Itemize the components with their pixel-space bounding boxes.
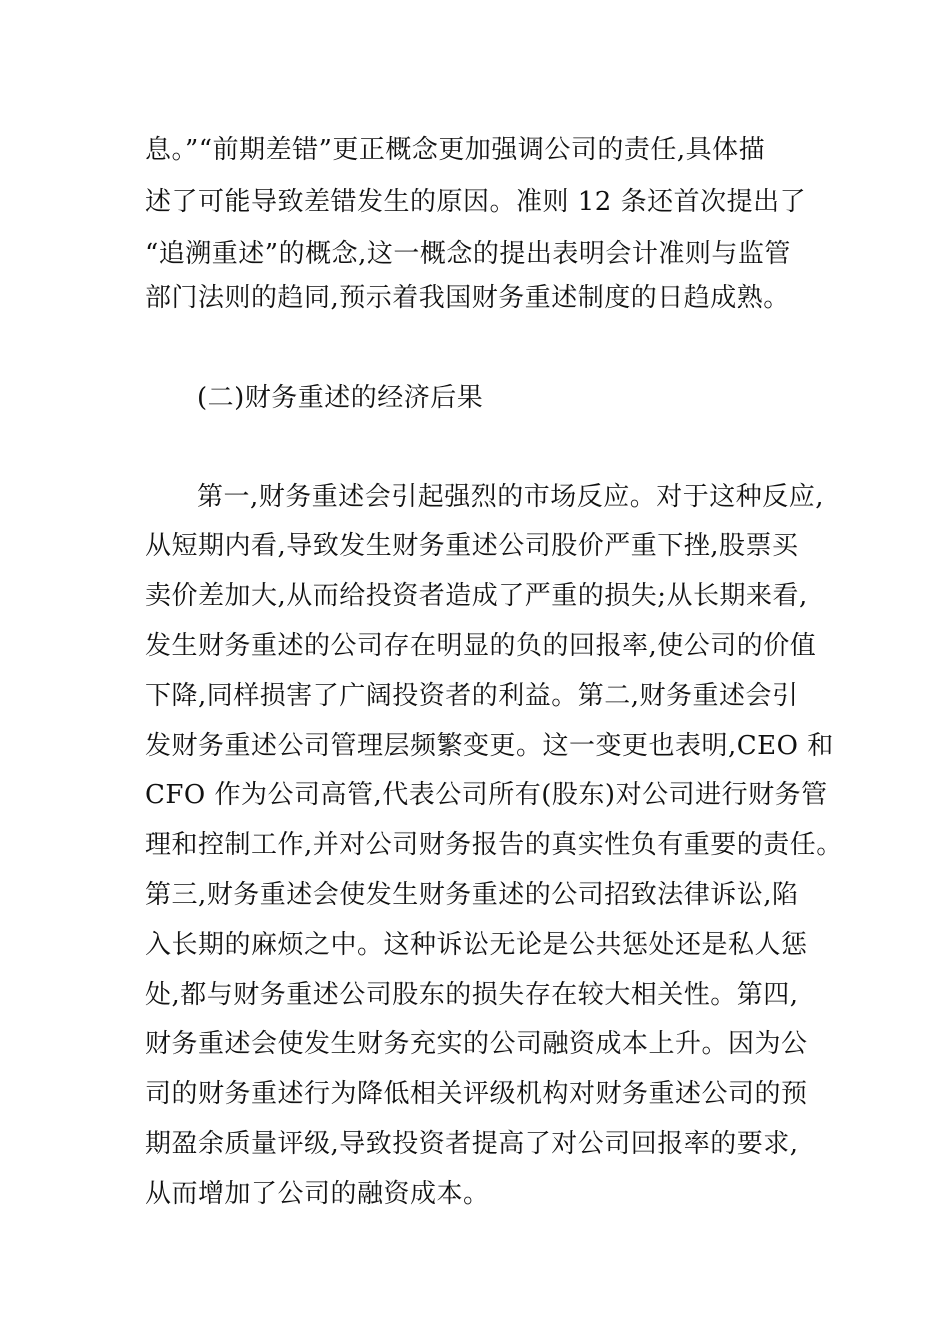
paragraph-2-line-12: 财务重述会使发生财务充实的公司融资成本上升。因为公 <box>145 1029 808 1059</box>
section-heading: (二)财务重述的经济后果 <box>197 383 484 413</box>
paragraph-2-line-3: 卖价差加大,从而给投资者造成了严重的损失;从长期来看, <box>145 581 808 611</box>
paragraph-2-line-15: 从而增加了公司的融资成本。 <box>145 1179 490 1209</box>
paragraph-1-line-1: 息。”“前期差错”更正概念更加强调公司的责任,具体描 <box>145 135 766 165</box>
paragraph-1-line-4: 部门法则的趋同,预示着我国财务重述制度的日趋成熟。 <box>145 283 790 313</box>
paragraph-2-line-14: 期盈余质量评级,导致投资者提高了对公司回报率的要求, <box>145 1129 799 1159</box>
paragraph-2-line-8: 理和控制工作,并对公司财务报告的真实性负有重要的责任。 <box>145 830 843 860</box>
paragraph-2-line-9: 第三,财务重述会使发生财务重述的公司招致法律诉讼,陷 <box>145 880 799 910</box>
paragraph-2-line-7: CFO 作为公司高管,代表公司所有(股东)对公司进行财务管 <box>145 780 828 810</box>
paragraph-1-line-3: “追溯重述”的概念,这一概念的提出表明会计准则与监管 <box>145 239 791 269</box>
paragraph-2-line-2: 从短期内看,导致发生财务重述公司股价严重下挫,股票买 <box>145 531 799 561</box>
paragraph-2-line-1: 第一,财务重述会引起强烈的市场反应。对于这种反应, <box>197 482 825 512</box>
paragraph-2-line-6: 发财务重述公司管理层频繁变更。这一变更也表明,CEO 和 <box>145 731 834 761</box>
paragraph-1-line-2: 述了可能导致差错发生的原因。准则 12 条还首次提出了 <box>145 187 807 217</box>
paragraph-2-line-4: 发生财务重述的公司存在明显的负的回报率,使公司的价值 <box>145 631 817 661</box>
paragraph-2-line-5: 下降,同样损害了广阔投资者的利益。第二,财务重述会引 <box>145 681 799 711</box>
paragraph-2-line-11: 处,都与财务重述公司股东的损失存在较大相关性。第四, <box>145 980 799 1010</box>
paragraph-2-line-13: 司的财务重述行为降低相关评级机构对财务重述公司的预 <box>145 1079 808 1109</box>
paragraph-2-line-10: 入长期的麻烦之中。这种诉讼无论是公共惩处还是私人惩 <box>145 930 808 960</box>
